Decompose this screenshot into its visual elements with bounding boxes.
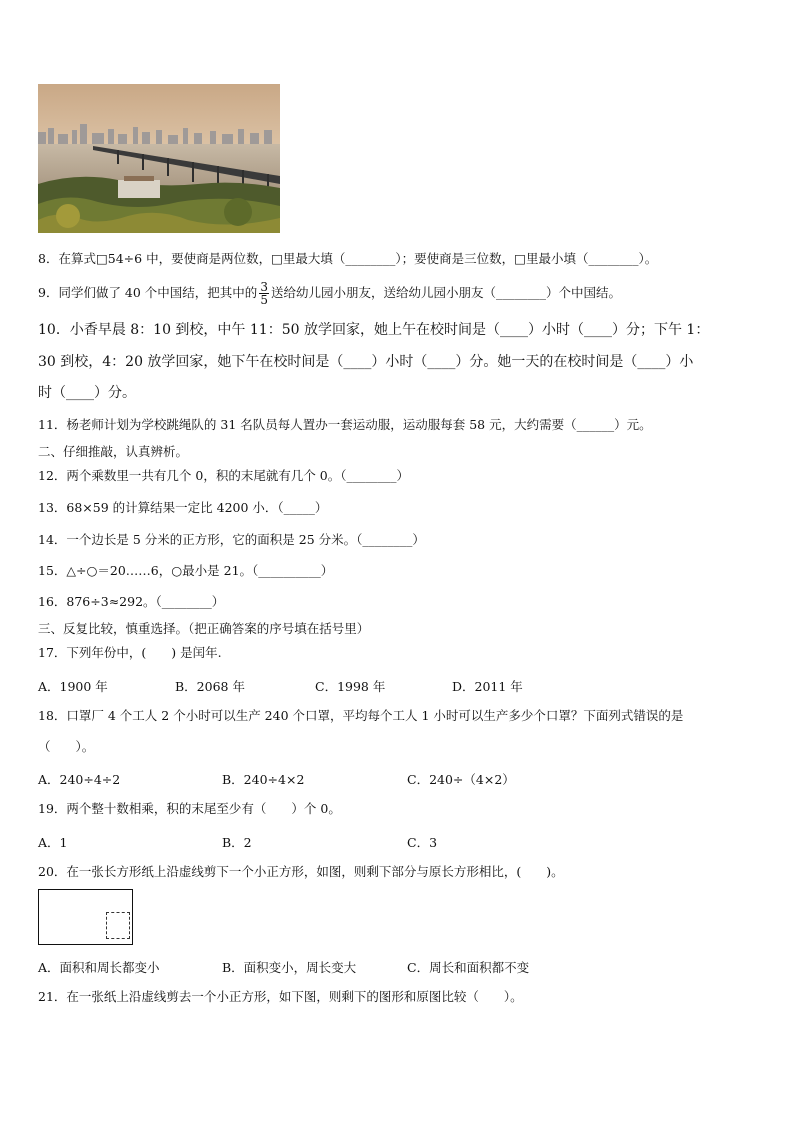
question-10-line-1: 10．小香早晨 8：10 到校，中午 11：50 放学回家，她上午在校时间是（____）小时（____）分；下午 1： <box>38 322 710 338</box>
q17-option-d: D．2011 年 <box>452 679 523 694</box>
question-18-line-1: 18．口罩厂 4 个工人 2 个小时可以生产 240 个口罩，平均每个工人 1 小时可以生产多少个口罩？下面列式错误的是 <box>38 708 684 723</box>
question-11: 11．杨老师计划为学校跳绳队的 31 名队员每人置办一套运动服，运动服每套 58 元，大约需要（______）元。 <box>38 417 652 432</box>
question-9 <box>38 276 621 310</box>
section-3-heading: 三、反复比较，慎重选择。（把正确答案的序号填在括号里） <box>38 621 370 636</box>
question-19: 19．两个整十数相乘，积的末尾至少有（ ）个 0。 <box>38 801 341 816</box>
question-9-text-after: 送给幼儿园小朋友，送给幼儿园小朋友（________）个中国结。 <box>270 285 621 300</box>
question-14: 14．一个边长是 5 分米的正方形，它的面积是 25 分米。（________） <box>38 532 425 547</box>
dashed-square-cutout <box>106 912 130 939</box>
q20-option-a: A．面积和周长都变小 <box>38 960 160 975</box>
rectangle-figure <box>38 889 133 945</box>
fraction-numerator: 3 <box>260 280 268 294</box>
q17-option-a: A．1900 年 <box>38 679 108 694</box>
fraction-three-fifths <box>259 281 269 306</box>
fraction-denominator: 5 <box>260 293 268 307</box>
question-18-line-2: （ ）。 <box>38 739 95 754</box>
question-8: 8．在算式□54÷6 中，要使商是两位数，□里最大填（________）；要使商是三位数，□里最小填（________）。 <box>38 251 658 266</box>
q20-option-b: B．面积变小，周长变大 <box>222 960 357 975</box>
question-13: 13．68×59 的计算结果一定比 4200 小．（_____） <box>38 500 328 515</box>
q18-option-c: C．240÷（4×2） <box>407 772 515 787</box>
question-10-line-2: 30 到校，4：20 放学回家，她下午在校时间是（____）小时（____）分。她一天的在校时间是（____）小 <box>38 354 694 370</box>
question-21: 21．在一张纸上沿虚线剪去一个小正方形，如下图，则剩下的图形和原图比较（ ）。 <box>38 989 523 1004</box>
q20-option-c: C．周长和面积都不变 <box>407 960 530 975</box>
question-9-text-before: 9．同学们做了 40 个中国结，把其中的 <box>38 285 258 300</box>
bridge-city-photo <box>38 84 280 233</box>
question-16: 16．876÷3≈292。（________） <box>38 594 225 609</box>
q18-option-b: B．240÷4×2 <box>222 772 305 787</box>
question-10-line-3: 时（____）分。 <box>38 385 136 401</box>
q19-option-a: A．1 <box>38 835 68 850</box>
q18-option-a: A．240÷4÷2 <box>38 772 121 787</box>
q17-option-c: C．1998 年 <box>315 679 386 694</box>
question-17: 17．下列年份中，( ) 是闰年. <box>38 645 222 660</box>
question-20: 20．在一张长方形纸上沿虚线剪下一个小正方形，如图，则剩下部分与原长方形相比，( )。 <box>38 864 564 879</box>
question-15: 15．△÷○＝20……6，○最小是 21。（__________） <box>38 563 334 578</box>
q17-option-b: B．2068 年 <box>175 679 245 694</box>
q19-option-c: C．3 <box>407 835 438 850</box>
q19-option-b: B．2 <box>222 835 252 850</box>
question-12: 12．两个乘数里一共有几个 0，积的末尾就有几个 0。（________） <box>38 468 410 483</box>
section-2-heading: 二、仔细推敲，认真辨析。 <box>38 444 189 459</box>
